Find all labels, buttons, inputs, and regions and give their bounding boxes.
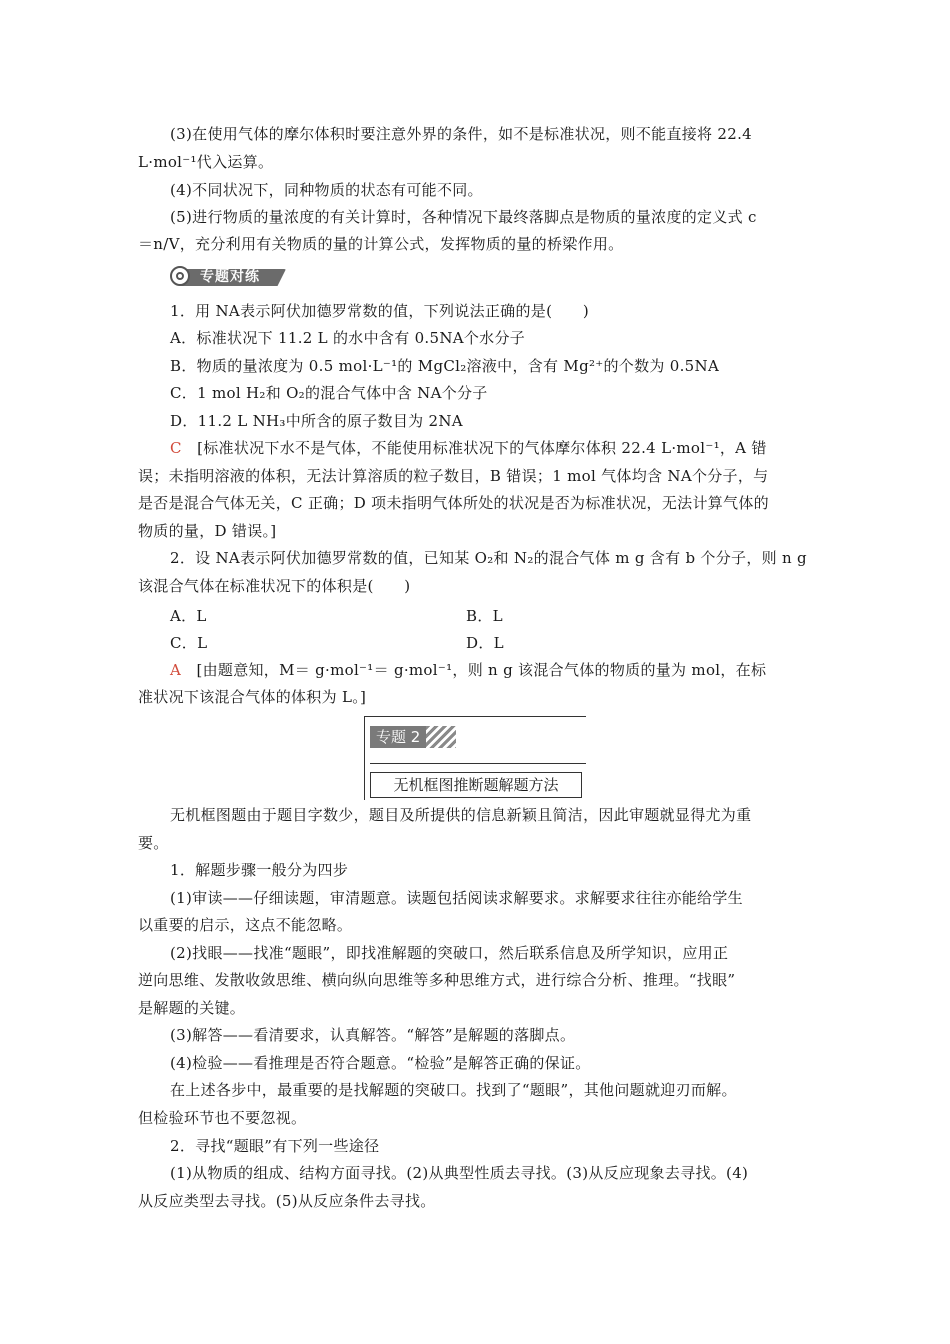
question-1-answer: C — [170, 439, 182, 457]
paragraph-3-line-1: (3)在使用气体的摩尔体积时要注意外界的条件，如不是标准状况，则不能直接将 22.4 — [170, 125, 753, 143]
step-1-line-1: (1)审读——仔细读题，审清题意。读题包括阅读求解要求。求解要求往往亦能给学生 — [170, 889, 743, 907]
summary-line-2: 但检验环节也不要忽视。 — [138, 1109, 307, 1127]
question-2-option-c: C．L — [170, 634, 208, 652]
question-2-answer: A — [170, 661, 182, 679]
topic-middle-rule — [370, 763, 586, 764]
question-2-option-d: D．L — [466, 634, 504, 652]
topic-tag: 专题 2 — [370, 726, 426, 748]
question-1-option-c: C．1 mol H₂和 O₂的混合气体中含 NA个分子 — [170, 384, 488, 402]
question-2-stem-line-2: 该混合气体在标准状况下的体积是( ) — [138, 577, 411, 595]
question-1-option-a: A．标准状况下 11.2 L 的水中含有 0.5NA个水分子 — [170, 329, 526, 347]
find-heading: 2．寻找“题眼”有下列一些途径 — [170, 1137, 380, 1155]
topic-left-rule — [364, 716, 365, 800]
step-1-line-2: 以重要的启示，这点不能忽略。 — [138, 916, 353, 934]
question-2-explanation-line-2: 准状况下该混合气体的体积为 L。] — [138, 688, 367, 706]
topic-top-rule — [364, 716, 586, 717]
topic-title: 无机框图推断题解题方法 — [370, 772, 582, 798]
question-1-option-d: D．11.2 L NH₃中所含的原子数目为 2NA — [170, 412, 463, 430]
intro-line-2: 要。 — [138, 834, 169, 852]
step-4: (4)检验——看推理是否符合题意。“检验”是解答正确的保证。 — [170, 1054, 591, 1072]
question-1-stem: 1．用 NA表示阿伏加德罗常数的值，下列说法正确的是( ) — [170, 302, 589, 320]
find-line-2: 从反应类型去寻找。(5)从反应条件去寻找。 — [138, 1192, 436, 1210]
intro-line-1: 无机框图题由于题目字数少，题目及所提供的信息新颖且简洁，因此审题就显得尤为重 — [170, 806, 752, 824]
question-2-explanation-line-1 — [170, 660, 850, 680]
step-2-line-1: (2)找眼——找准“题眼”，即找准解题的突破口，然后联系信息及所学知识，应用正 — [170, 944, 729, 962]
step-2-line-2: 逆向思维、发散收敛思维、横向纵向思维等多种思维方式，进行综合分析、推理。“找眼” — [138, 971, 736, 989]
question-1-explanation-line-2: 误；未指明溶液的体积，无法计算溶质的粒子数目，B 错误；1 mol 气体均含 NA个分子，与 — [138, 467, 769, 485]
question-2-option-b: B．L — [466, 607, 503, 625]
paragraph-4: (4)不同状况下，同种物质的状态有可能不同。 — [170, 181, 483, 199]
paragraph-5-line-2: ＝n/V，充分利用有关物质的量的计算公式，发挥物质的量的桥梁作用。 — [138, 235, 624, 253]
question-2-stem-line-1: 2．设 NA表示阿伏加德罗常数的值，已知某 O₂和 N₂的混合气体 m g 含有 b 个分子，则 n g — [170, 549, 807, 567]
steps-heading: 1．解题步骤一般分为四步 — [170, 861, 349, 879]
question-1-option-b: B．物质的量浓度为 0.5 mol·L⁻¹的 MgCl₂溶液中，含有 Mg²⁺的个数为 0.5NA — [170, 357, 720, 375]
question-1-explanation-text: [标准状况下水不是气体，不能使用标准状况下的气体摩尔体积 22.4 L·mol⁻¹，A 错 — [181, 439, 767, 457]
question-2-explanation-text: [由题意知，M＝ g·mol⁻¹＝ g·mol⁻¹，则 n g 该混合气体的物质的量为 mol，在标 — [181, 661, 767, 679]
summary-line-1: 在上述各步中，最重要的是找解题的突破口。找到了“题眼”，其他问题就迎刃而解。 — [170, 1081, 737, 1099]
step-3: (3)解答——看清要求，认真解答。“解答”是解题的落脚点。 — [170, 1026, 576, 1044]
topic-header-box — [364, 716, 586, 800]
paragraph-5-line-1: (5)进行物质的量浓度的有关计算时，各种情况下最终落脚点是物质的量浓度的定义式 c — [170, 208, 757, 226]
question-1-explanation-line-4: 物质的量，D 错误。] — [138, 522, 277, 540]
topic-stripes-decoration — [426, 726, 456, 748]
question-1-explanation-line-3: 是否是混合气体无关，C 正确；D 项未指明气体所处的状况是否为标准状况，无法计算气体的 — [138, 494, 769, 512]
step-2-line-3: 是解题的关键。 — [138, 999, 246, 1017]
paragraph-3-line-2: L·mol⁻¹代入运算。 — [138, 153, 274, 171]
target-icon — [170, 266, 190, 286]
find-line-1: (1)从物质的组成、结构方面寻找。(2)从典型性质去寻找。(3)从反应现象去寻找。(4) — [170, 1164, 749, 1182]
question-1-explanation-line-1 — [170, 438, 850, 458]
question-2-option-a: A．L — [170, 607, 207, 625]
banner-label: 专题对练 — [200, 269, 260, 285]
special-practice-banner — [170, 266, 288, 288]
